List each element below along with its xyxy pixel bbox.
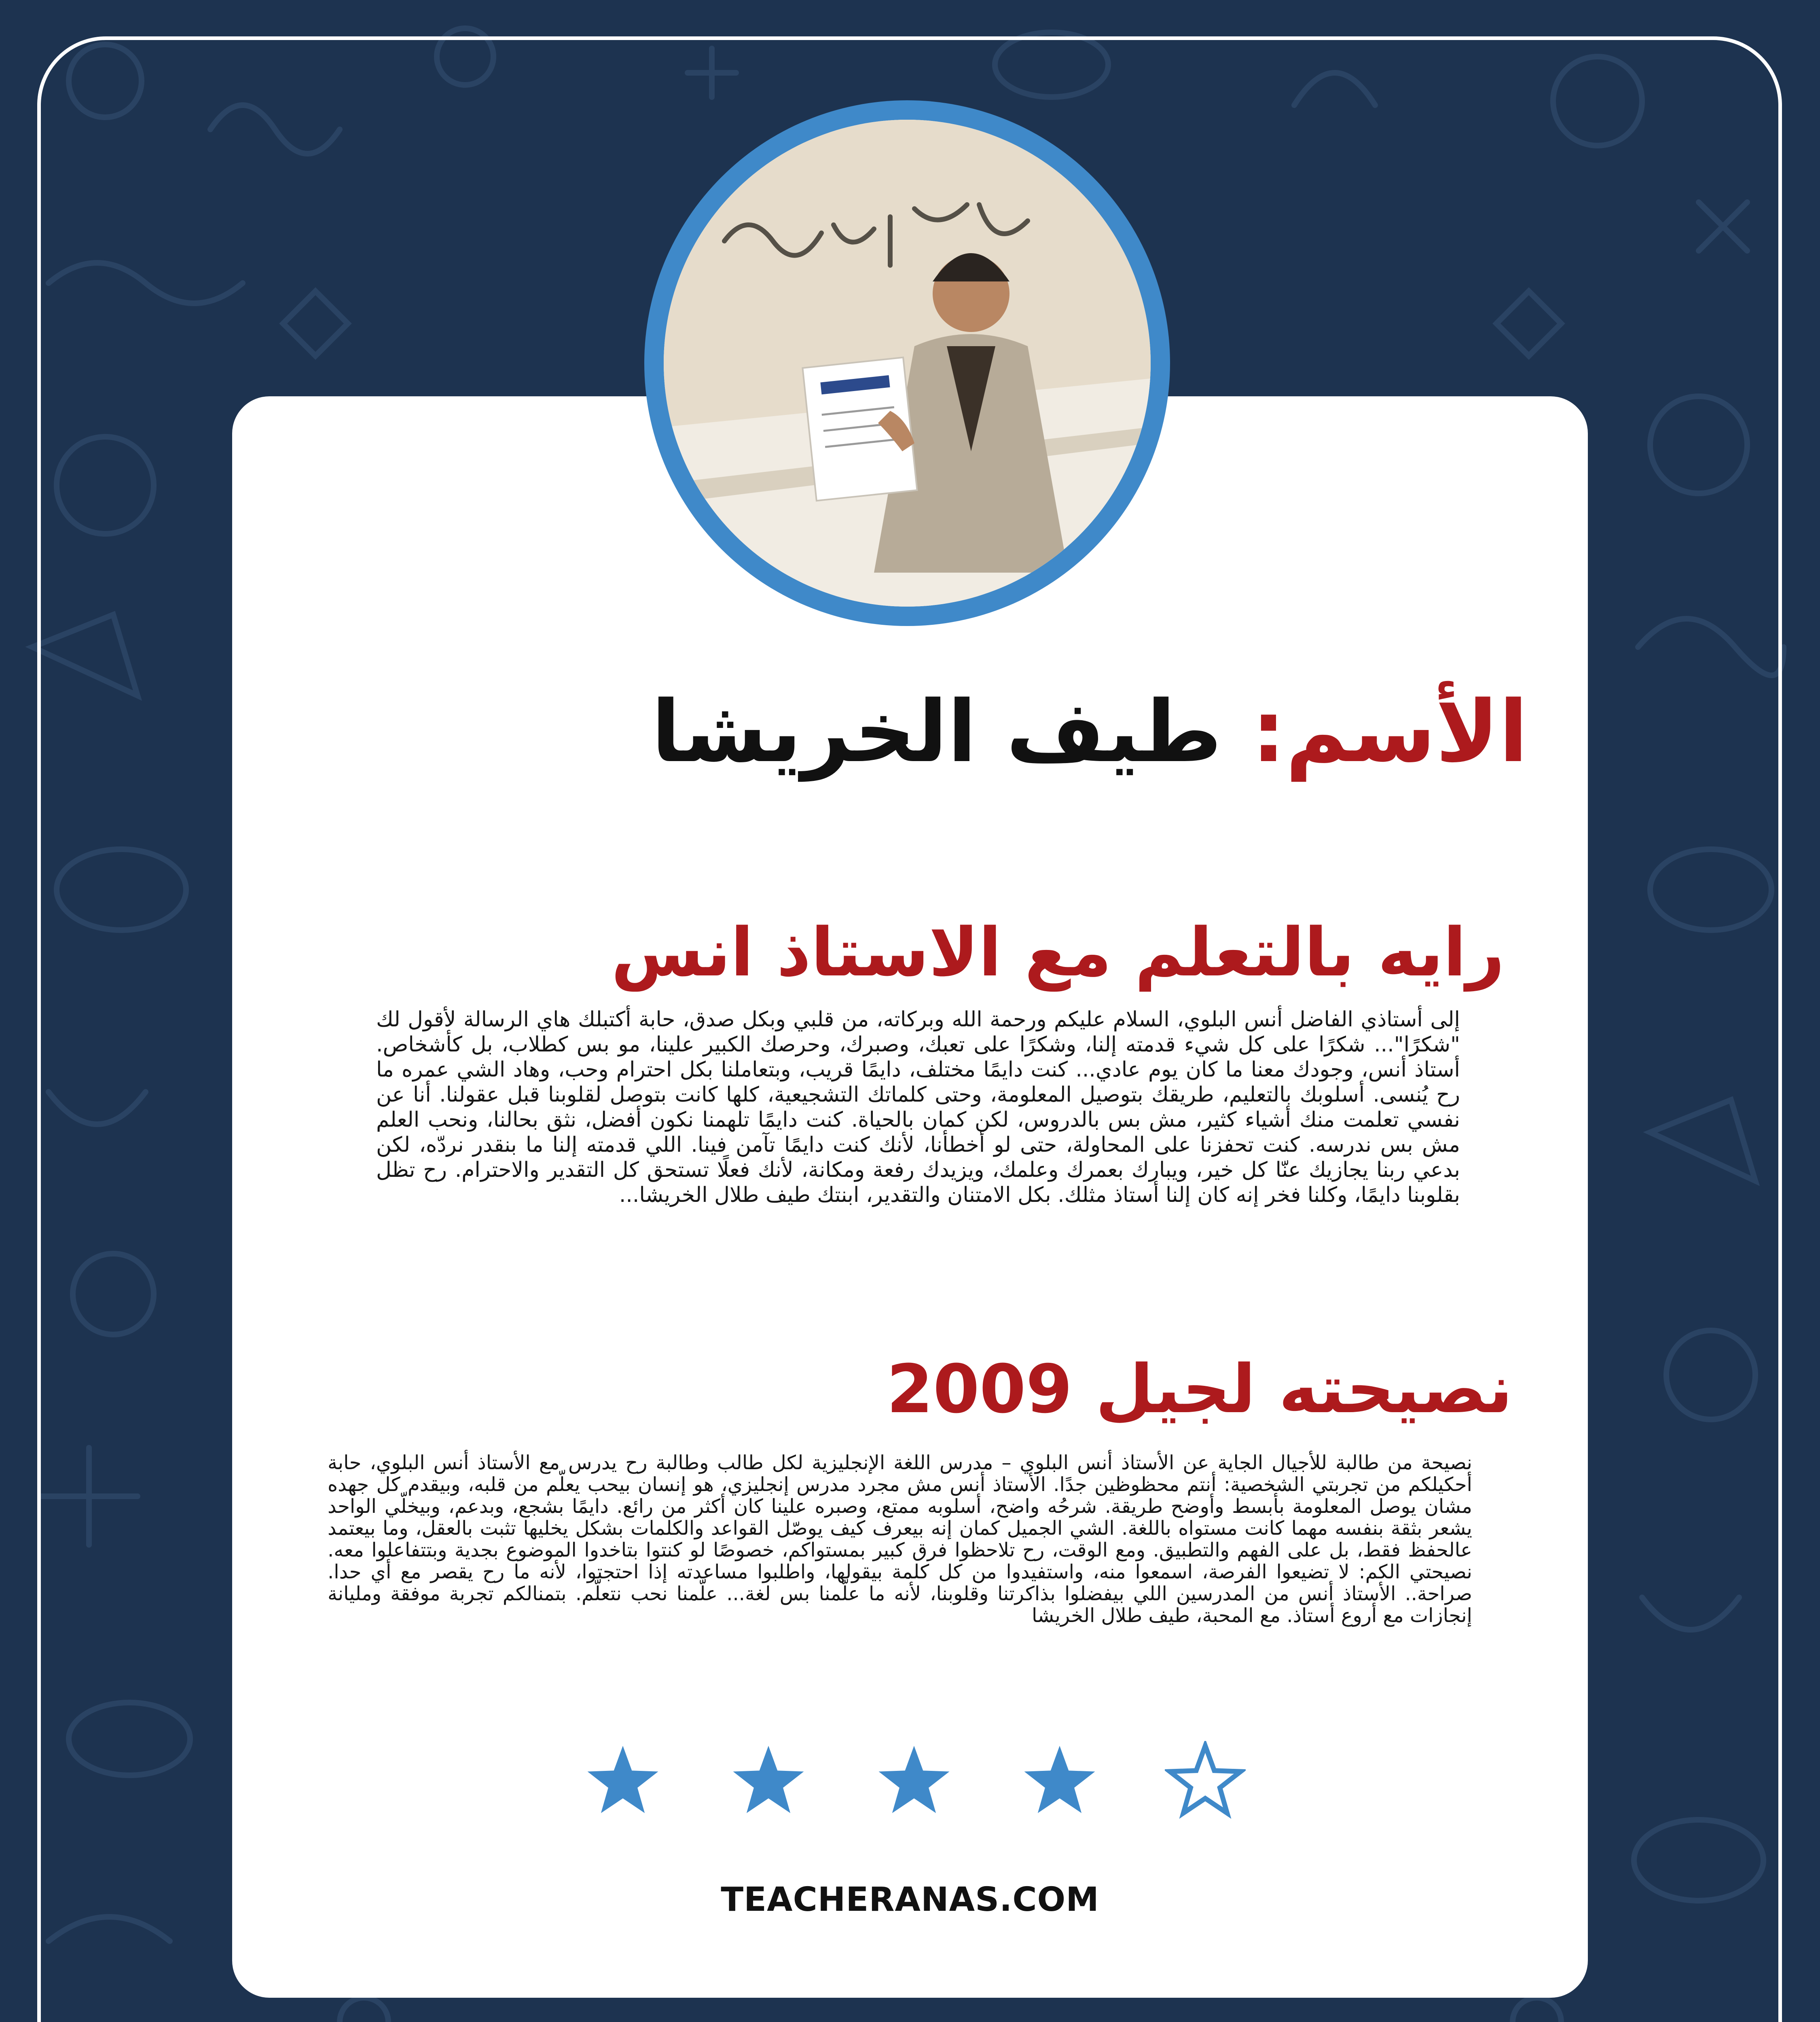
advice-title: نصيحته لجيل 2009	[887, 1350, 1513, 1428]
avatar-ring	[644, 100, 1170, 626]
star-outline-icon	[1165, 1741, 1246, 1822]
star-filled-icon	[1019, 1741, 1100, 1822]
star-rating	[582, 1741, 1246, 1822]
name-label: الأسم:	[1251, 682, 1528, 781]
student-photo-illustration	[664, 120, 1151, 607]
star-filled-icon	[582, 1741, 663, 1822]
student-name-line	[396, 671, 1528, 793]
opinion-body: إلى أستاذي الفاضل أنس البلوي، السلام عليكم ورحمة الله وبركاته، من قلبي وبكل صدق، حابة أكتبلك هاي الرسالة لأقول لك "شكرًا"... شكرًا على كل شيء قدمته إلنا، وشكرًا على تعبك، وصبرك، وحرصك الكبير علينا، مو بس كطلاب، بل كأشخاص. أستاذ أنس، وجودك معنا ما كان يوم عادي... كنت دايمًا مختلف، دايمًا قريب، وبتعاملنا بكل احترام وحب، وهاد الشي عمره ما رح يُنسى. أسلوبك بالتعليم، طريقك بتوصيل المعلومة، وحتى كلماتك التشجيعية، كلها كانت بتوصل لقلوبنا قبل عقولنا. أنا عن نفسي تعلمت منك أشياء كثير، مش بس بالدروس، لكن كمان بالحياة. كنت دايمًا تلهمنا نكون أفضل، نثق بحالنا، ونحب العلم مش بس ندرسه. كنت تحفزنا على المحاولة، حتى لو أخطأنا، لأنك كنت دايمًا تآمن فينا. اللي قدمته إلنا ما بنقدر نردّه، لكن بدعي ربنا يجازيك عنّا كل خير، ويبارك بعمرك وعلمك، ويزيدك رفعة ومكانة، لأنك فعلًا تستحق كل التقدير والاحترام. رح تظل بقلوبنا دايمًا، وكلنا فخر إنه كان إلنا أستاذ مثلك. بكل الامتنان والتقدير، ابنتك طيف طلال الخريشا...	[376, 1007, 1460, 1207]
website-url: TEACHERANAS.COM	[721, 1880, 1099, 1919]
avatar	[664, 120, 1151, 607]
star-filled-icon	[874, 1741, 954, 1822]
star-filled-icon	[728, 1741, 809, 1822]
student-name: طيف الخريشا	[651, 682, 1222, 781]
opinion-title: رايه بالتعلم مع الاستاذ انس	[611, 914, 1505, 991]
advice-body: نصيحة من طالبة للأجيال الجاية عن الأستاذ أنس البلوي – مدرس اللغة الإنجليزية لكل طالب وطالبة رح يدرس مع الأستاذ أنس البلوي، حابة أحكيلكم من تجربتي الشخصية: أنتم محظوظين جدًا. الأستاذ أنس مش مجرد مدرس إنجليزي، هو إنسان بيحب يعلّم من قلبه، وبيقدم كل جهده مشان يوصل المعلومة بأبسط وأوضح طريقة. شرحُه واضح، أسلوبه ممتع، وصبره علينا كان أكثر من رائع. دايمًا بشجع، وبدعم، وبيخلّي الواحد يشعر بثقة بنفسه مهما كانت مستواه باللغة. الشي الجميل كمان إنه بيعرف كيف يوصّل القواعد والكلمات بشكل يخليها تثبت بالعقل، وما بيعتمد عالحفظ فقط، بل على الفهم والتطبيق. ومع الوقت، رح تلاحظوا فرق كبير بمستواكم، خصوصًا لو كنتوا بتاخدوا الموضوع بجدية وبتتفاعلوا معه. نصيحتي الكم: لا تضيعوا الفرصة، اسمعوا منه، واستفيدوا من كل كلمة بيقولها، واطلبوا مساعدته إذا احتجتوا، لأنه ما رح يقصر مع أي حدا. صراحة.. الأستاذ أنس من المدرسين اللي بيفضلوا بذاكرتنا وقلوبنا، لأنه ما علّمنا بس لغة... علّمنا نحب نتعلّم. بتمنالكم تجربة موفقة ومليانة إنجازات مع أروع أستاذ. مع المحبة، طيف طلال الخريشا	[328, 1451, 1472, 1627]
